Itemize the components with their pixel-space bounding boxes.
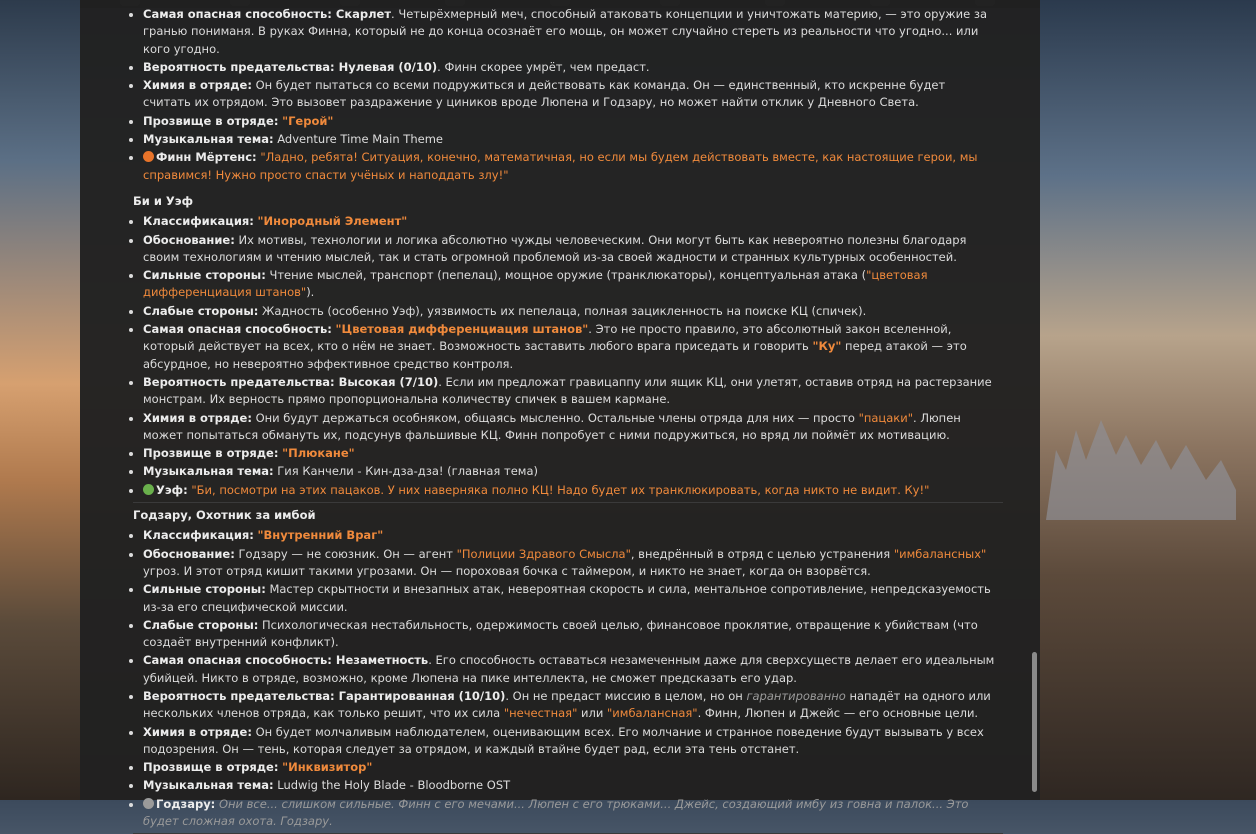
list-item: • Слабые стороны: Психологическая нестабильность, одержимость своей целью, финансовое проклятие, отвращение к убийствам (что создаёт внутренний конфликт). (143, 617, 996, 652)
list-item: • Обоснование: Годзару — не союзник. Он — агент "Полиции Здравого Смысла", внедрённый в отряд с целью устранения "имбалансных" угроз. И этот отряд кишит такими угрозами. Он — пороховая бочка с таймером, и никто не знает, когда он взорвётся. (143, 546, 996, 581)
list-item: • Химия в отряде: Они будут держаться особняком, общаясь мысленно. Остальные члены отряда для них — просто "пацаки". Люпен может попытаться обмануть их, подсунув фальшивые КЦ. Финн попробует с ними подружиться, но вряд ли поймёт их мотивацию. (143, 410, 996, 445)
list-item: • Прозвище в отряде: "Плюкане" (143, 445, 996, 462)
list-item: • Слабые стороны: Жадность (особенно Уэф), уязвимость их пепелаца, полная зацикленность на поиске КЦ (спичек). (143, 303, 996, 320)
background-right (1040, 0, 1256, 800)
list-item: • Вероятность предательства: Высокая (7/10). Если им предложат гравицаппу или ящик КЦ, они улетят, оставив отряд на растерзание монстрам. Их верность прямо пропорциональна количеству спичек в вашем кармане. (143, 374, 996, 409)
detective-emoji-icon (143, 798, 154, 809)
chat-message-panel (80, 0, 1040, 829)
list-item: • Вероятность предательства: Гарантированная (10/10). Он не предаст миссию в целом, но он гарантированно нападёт на одного или нескольких членов отряда, как только решит, что их сила "нечестная" или "имбалансная". Финн, Люпен и Джейс — его основные цели. (143, 688, 996, 723)
finn-quote: • Финн Мёртенс: "Ладно, ребята! Ситуация, конечно, математичная, но если мы будем действовать вместе, как настоящие герои, мы справимся! Нужно просто спасти учёных и наподдать злу!" (143, 149, 996, 184)
background-left (0, 0, 80, 800)
section-title-godzaru: Годзару, Охотник за имбой (133, 508, 316, 523)
list-item: • Химия в отряде: Он будет молчаливым наблюдателем, оценивающим всех. Его молчание и странное поведение будут вызывать у всех подозрения. Он — тень, которая следует за отрядом, и каждый втайне будет рад, если эта тень отстанет. (143, 724, 996, 759)
list-item: • Прозвище в отряде: "Герой" (143, 113, 996, 130)
list-item: • Самая опасная способность: Скарлет. Четырёхмерный меч, способный атаковать концепции и уничтожать материю, — это оружие за гранью пониманя. В руках Финна, который не до конца осознаёт его мощь, он может случайно стереть из реальности что угодно... или кого угодно. (143, 6, 996, 58)
finn-section-list (114, 6, 996, 184)
list-item: • Прозвище в отряде: "Инквизитор" (143, 759, 996, 776)
list-item: • Классификация: "Инородный Элемент" (143, 213, 996, 230)
godzaru-quote: • Годзару: Они все... слишком сильные. Финн с его мечами... Люпен с его трюками... Джейс, создающий имбу из говна и палок... Это будет сложная охота. Годзару. (143, 796, 996, 831)
list-item: • Сильные стороны: Мастер скрытности и внезапных атак, невероятная скорость и сила, ментальное сопротивление, непредсказуемость из-за его специфической миссии. (143, 581, 996, 616)
list-item: • Обоснование: Их мотивы, технологии и логика абсолютно чужды человеческим. Они могут быть как невероятно полезны благодаря своим технологиям и чтению мыслей, так и стать огромной проблемой из-за своей жадности и странных культурных особенностей. (143, 232, 996, 267)
hot-face-emoji-icon (143, 151, 154, 162)
section-title-bi-uef: Би и Уэф (133, 193, 193, 208)
list-item: • Музыкальная тема: Ludwig the Holy Blade - Bloodborne OST (143, 777, 996, 794)
list-item: • Классификация: "Внутренний Враг" (143, 527, 996, 544)
list-item: • Самая опасная способность: Незаметность. Его способность оставаться незамеченным даже для сверхсуществ делает его идеальным убийцей. Никто в отряде, возможно, кроме Люпена на пике интеллекта, не сможет предсказать его удар. (143, 652, 996, 687)
bi-section-list (114, 213, 996, 499)
list-item: • Химия в отряде: Он будет пытаться со всеми подружиться и действовать как команда. Он — единственный, кто искренне будет считать их отрядом. Это вызовет раздражение у циников вроде Люпена и Годзару, но может найти отклик у Дневного Света. (143, 77, 996, 112)
list-item: • Вероятность предательства: Нулевая (0/10). Финн скорее умрёт, чем предаст. (143, 59, 996, 76)
alien-emoji-icon (143, 484, 154, 495)
ruins-silhouette (1046, 410, 1236, 520)
list-item: • Самая опасная способность: "Цветовая дифференциация штанов". Это не просто правило, это абсолютный закон вселенной, который действует на всех, кто о нём не знает. Возможность заставить любого врага приседать и говорить "Ку" перед атакой — это абсурдное, но невероятно эффективное средство контроля. (143, 321, 996, 373)
divider (133, 502, 1003, 503)
chat-scrollbar[interactable] (1032, 652, 1037, 792)
godzaru-section-list (114, 527, 996, 830)
list-item: • Музыкальная тема: Гия Канчели - Кин-дза-дза! (главная тема) (143, 463, 996, 480)
list-item: • Сильные стороны: Чтение мыслей, транспорт (пепелац), мощное оружие (транклюкаторы), концептуальная атака ("цветовая дифференциация штанов"). (143, 267, 996, 302)
uef-quote: • Уэф: "Би, посмотри на этих пацаков. У них наверняка полно КЦ! Надо будет их транклюкировать, когда никто не видит. Ку!" (143, 482, 996, 499)
list-item: • Музыкальная тема: Adventure Time Main Theme (143, 131, 996, 148)
